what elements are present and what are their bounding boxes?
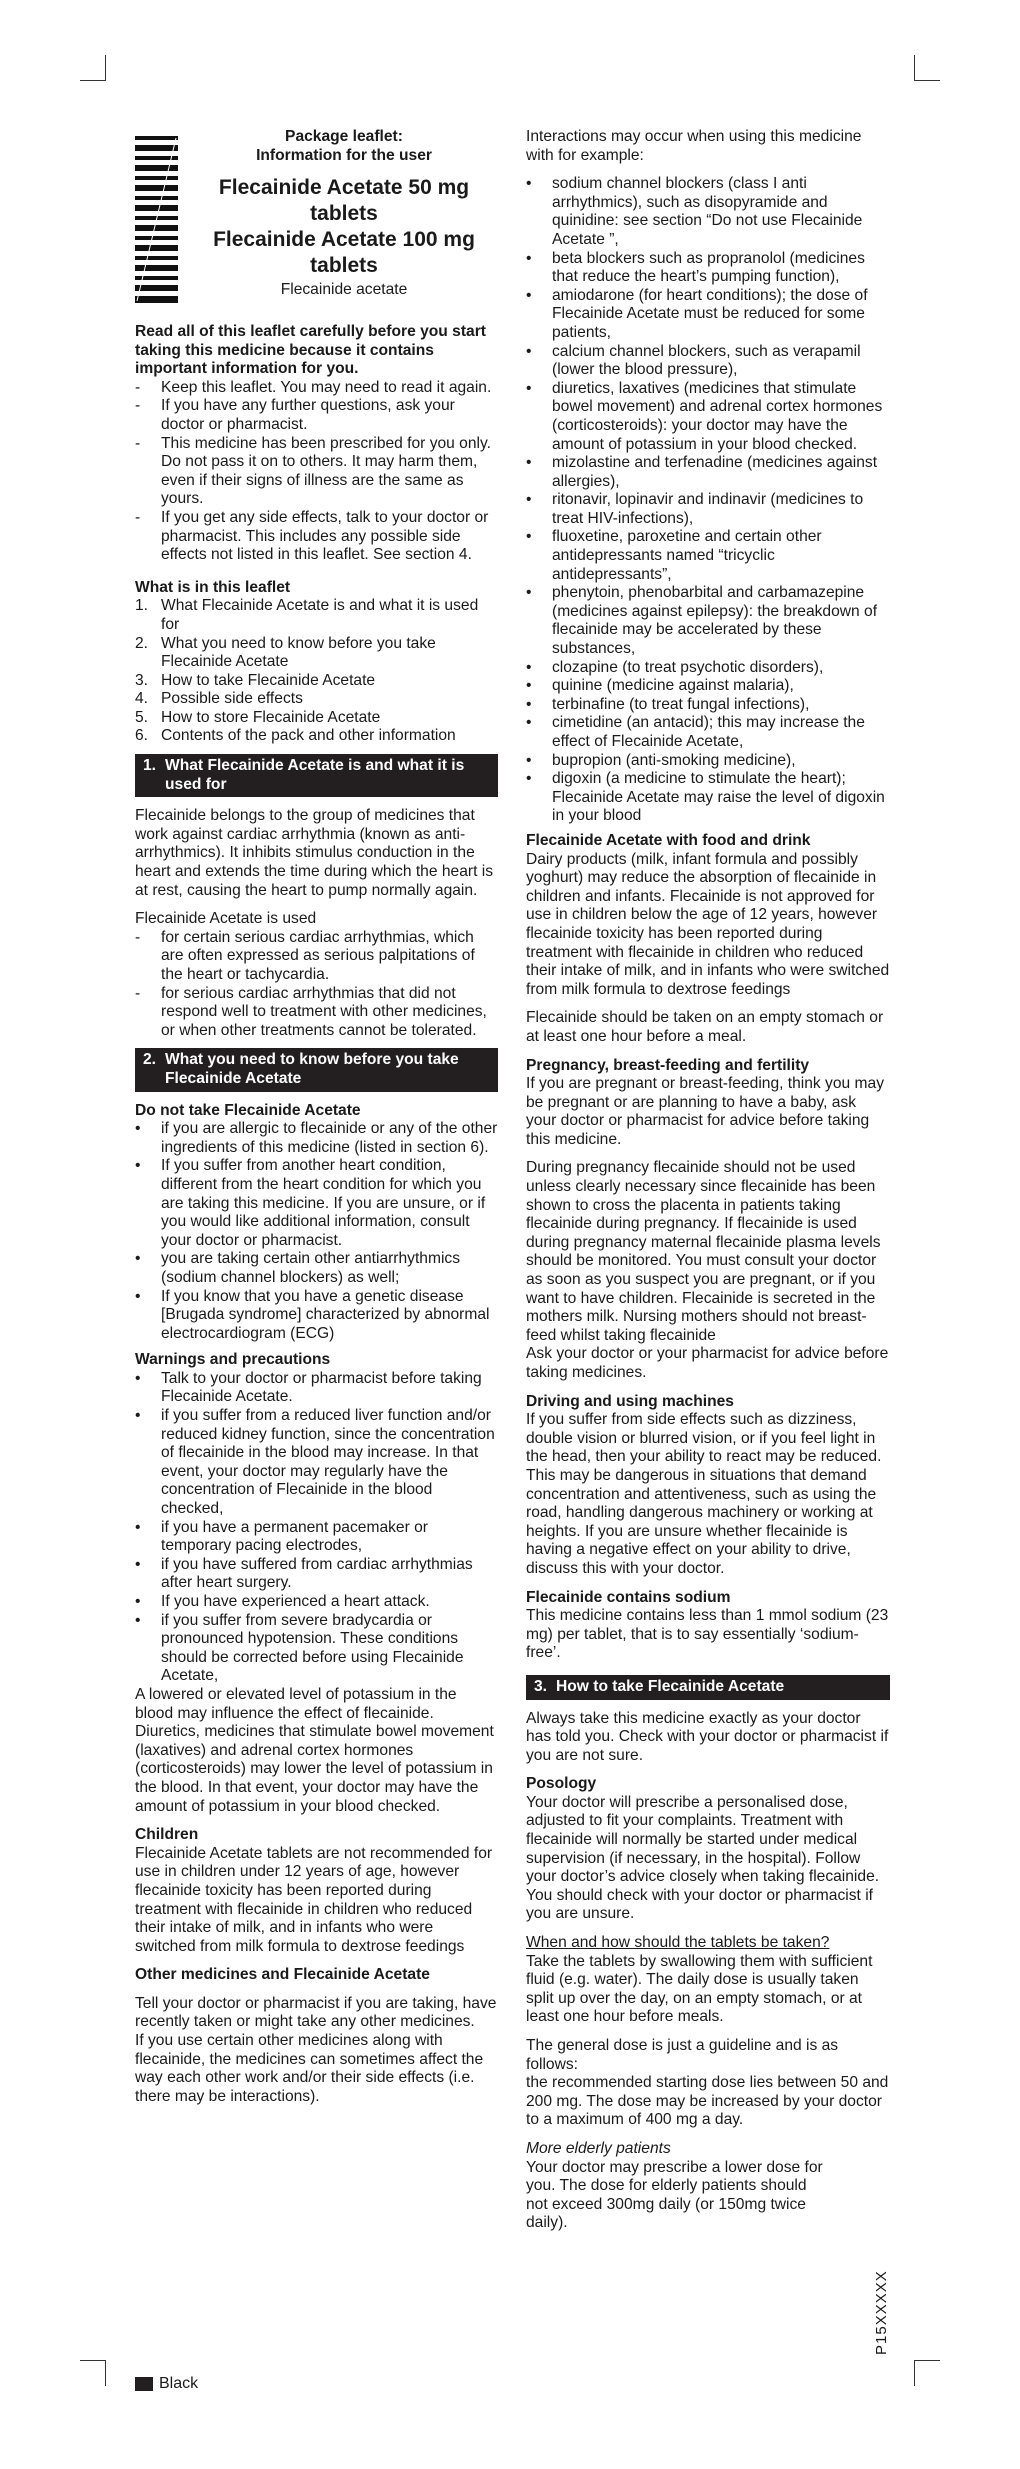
children-heading: Children [135, 1826, 199, 1844]
other-medicines-p2: If you use certain other medicines along with flecainide, the medicines can sometimes affect the way each other work and/or their side effects (i.e. there may be interactions). [135, 2032, 484, 2105]
list-item: • beta blockers such as propranolol (medicines that reduce the heart’s pumping function), [526, 249, 865, 286]
pregnancy-paragraph-2: During pregnancy flecainide should not be used unless clearly necessary since flecainide has been shown to cross the placenta in patients taking flecainide during pregnancy. If flecainide is used during pregnancy maternal flecainide plasma levels should be monitored. You must consult your doctor as soon as you suspect you are pregnant, or if you want to have children. Flecainide is secreted in the mothers milk. Nursing mothers should not breast-feed whilst taking flecainide [526, 1159, 881, 1344]
list-item: • clozapine (to treat psychotic disorders), [526, 658, 824, 676]
children-paragraph: Flecainide Acetate tablets are not recommended for use in children under 12 years of age, however flecainide toxicity has been reported during treatment with flecainide in children who reduced their intake of milk, and in infants who were switched from milk formula to dextrose feedings [135, 1844, 493, 1955]
leaflet-label: Package leaflet: [285, 128, 403, 145]
list-item: • If you suffer from another heart condition, different from the heart condition for which you are taking this medicine. If you are unsure, or if you would like additional information, consult your doctor or pharmacist. [135, 1157, 486, 1249]
driving-paragraph: If you suffer from side effects such as dizziness, double vision or blurred vision, or if you feel light in the head, then your ability to react may be reduced. This may be dangerous in situations that demand concentration and attentiveness, such as using the road, handling dangerous machinery or working at heights. If you are unsure whether flecainide is having a negative effect on your ability to drive, discuss this with your doctor. [526, 1411, 882, 1577]
food-paragraph: Dairy products (milk, infant formula and possibly yoghurt) may reduce the absorption of flecainide in children and infants. Flecainide is not approved for use in children below the age of 12 years, however flecainide toxicity has been reported during treatment with flecainide in children who reduced their intake of milk, and in infants who were switched from milk formula to dextrose feedings [526, 850, 890, 998]
section-3-paragraph: Always take this medicine exactly as your doctor has told you. Check with your doctor or pharmacist if you are not sure. [526, 1709, 889, 1764]
list-item: • If you know that you have a genetic disease [Brugada syndrome] characterized by abnormal electrocardiogram (ECG) [135, 1287, 490, 1342]
product-title-100: Flecainide Acetate 100 mg tablets [213, 228, 475, 278]
contents-heading: What is in this leaflet [135, 578, 291, 596]
elderly-paragraph: Your doctor may prescribe a lower dose for you. The dose for elderly patients should not exceed 300mg daily (or 150mg twice daily). [526, 2158, 823, 2232]
pharmacode-barcode [135, 136, 178, 303]
list-item: - This medicine has been prescribed for you only. Do not pass it on to others. It may harm them, even if their signs of illness are the same as yours. [135, 434, 491, 508]
list-item: • if you have suffered from cardiac arrhythmias after heart surgery. [135, 1555, 473, 1592]
posology-paragraph: Your doctor will prescribe a personalised dose, adjusted to fit your complaints. Treatment with flecainide will normally be started under medical supervision (if necessary, in the hospital). Follow your doctor’s advice closely when taking flecainide. You should check with your doctor or pharmacist if you are unsure. [526, 1793, 880, 1923]
food-paragraph-2: Flecainide should be taken on an empty stomach or at least one hour before a meal. [526, 1009, 884, 1045]
leaflet-sub: Information for the user [256, 146, 432, 164]
list-item: 6. Contents of the pack and other information [135, 727, 456, 745]
crop-mark [80, 2360, 106, 2361]
title-block [135, 128, 498, 303]
general-dose-p2: the recommended starting dose lies between 50 and 200 mg. The dose may be increased by your doctor to a maximum of 400 mg a day. [526, 2074, 889, 2129]
intro-warning: Read all of this leaflet carefully before you start taking this medicine because it contains important information for you. [135, 323, 486, 378]
list-item: • ritonavir, lopinavir and indinavir (medicines to treat HIV-infections), [526, 491, 864, 527]
list-item: 4. Possible side effects [135, 690, 303, 708]
food-heading: Flecainide Acetate with food and drink [526, 831, 811, 849]
list-item: • If you have experienced a heart attack. [135, 1593, 430, 1610]
section-2-heading: 2. What you need to know before you take Flecainide Acetate [135, 1048, 498, 1091]
list-item: 2. What you need to know before you take Flecainide Acetate [135, 634, 436, 671]
section-1-used: Flecainide Acetate is used [135, 910, 317, 928]
pregnancy-paragraph-1: If you are pregnant or breast-feeding, think you may be pregnant or are planning to have a baby, ask your doctor or pharmacist for advice before taking this medicine. [526, 1075, 884, 1148]
list-item: • quinine (medicine against malaria), [526, 677, 794, 695]
crop-mark [105, 2360, 106, 2386]
list-item: • sodium channel blockers (class I anti arrhythmics), such as disopyramide and quinidine: see section “Do not use Flecainide Acetate ”, [526, 175, 863, 248]
driving-heading: Driving and using machines [526, 1392, 734, 1410]
list-item: • mizolastine and terfenadine (medicines against allergies), [526, 454, 878, 490]
when-paragraph: Take the tablets by swallowing them with sufficient fluid (e.g. water). The daily dose is usually taken split up over the day, on an empty stomach, or at least one hour before meals. [526, 1952, 873, 2026]
list-item: - for serious cardiac arrhythmias that did not respond well to treatment with other medicines, or when other treatments cannot be tolerated. [135, 984, 487, 1039]
crop-mark [914, 80, 940, 81]
section-3-heading: 3. How to take Flecainide Acetate [526, 1675, 890, 1700]
crop-mark [105, 55, 106, 81]
left-column [135, 128, 498, 2116]
list-item: • phenytoin, phenobarbital and carbamazepine (medicines against epilepsy): the breakdown of flecainide may be accelerated by these substances, [526, 584, 878, 658]
color-label: Black [135, 2375, 198, 2393]
product-code: P15XXXXX [873, 2270, 890, 2355]
list-item: • if you suffer from a reduced liver function and/or reduced kidney function, since the concentration of flecainide in the blood may increase. In that event, your doctor may regularly have the concentration of Flecainide in the blood checked, [135, 1407, 495, 1518]
contents-list [135, 597, 498, 746]
sodium-paragraph: This medicine contains less than 1 mmol sodium (23 mg) per tablet, that is to say essentially ‘sodium-free’. [526, 1607, 889, 1662]
posology-heading: Posology [526, 1775, 597, 1793]
section-1-paragraph: Flecainide belongs to the group of medicines that work against cardiac arrhythmia (known as anti-arrhythmics). It inhibits stimulus conduction in the heart and extends the time during which the heart is at rest, causing the heart to pump normally again. [135, 807, 494, 899]
elderly-heading: More elderly patients [526, 2139, 671, 2157]
list-item: - If you have any further questions, ask your doctor or pharmacist. [135, 397, 455, 433]
pregnancy-paragraph-3: Ask your doctor or your pharmacist for advice before taking medicines. [526, 1345, 889, 1381]
uses-list [135, 929, 498, 1041]
right-column [526, 128, 890, 2243]
color-swatch [135, 2377, 153, 2391]
list-item: - for certain serious cardiac arrhythmias, which are often expressed as serious palpitations of the heart or tachycardia. [135, 928, 475, 983]
list-item: 1. What Flecainide Acetate is and what it is used for [135, 597, 479, 633]
list-item: 3. How to take Flecainide Acetate [135, 671, 376, 689]
list-item: • cimetidine (an antacid); this may increase the effect of Flecainide Acetate, [526, 714, 865, 750]
potassium-paragraph: A lowered or elevated level of potassium in the blood may influence the effect of flecainide. Diuretics, medicines that stimulate bowel movement (laxatives) and adrenal cortex hormones (corticosteroids) may lower the level of potassium in the blood. In that event, your doctor may have the amount of potassium in your blood checked. [135, 1685, 494, 1815]
interactions-list [526, 175, 890, 826]
pregnancy-heading: Pregnancy, breast-feeding and fertility [526, 1056, 810, 1074]
crop-mark [914, 2360, 940, 2361]
sodium-heading: Flecainide contains sodium [526, 1588, 731, 1606]
list-item: • calcium channel blockers, such as verapamil (lower the blood pressure), [526, 342, 861, 379]
list-item: • digoxin (a medicine to stimulate the heart); Flecainide Acetate may raise the level of digoxin in your blood [526, 770, 885, 825]
when-heading: When and how should the tablets be taken? [526, 1934, 830, 1952]
general-dose-p1: The general dose is just a guideline and is as follows: [526, 2037, 839, 2073]
other-medicines-heading: Other medicines and Flecainide Acetate [135, 1966, 430, 1984]
list-item: • amiodarone (for heart conditions); the dose of Flecainide Acetate must be reduced for some patients, [526, 286, 868, 341]
crop-mark [914, 55, 915, 81]
generic-name: Flecainide acetate [280, 281, 408, 299]
list-item: • terbinafine (to treat fungal infections), [526, 695, 810, 713]
list-item: - If you get any side effects, talk to your doctor or pharmacist. This includes any possible side effects not listed in this leaflet. See section 4. [135, 508, 489, 564]
not-take-list [135, 1120, 498, 1343]
crop-mark [914, 2360, 915, 2386]
list-item: • fluoxetine, paroxetine and certain other antidepressants named “tricyclic antidepressants”, [526, 528, 822, 583]
list-item: • if you suffer from severe bradycardia or pronounced hypotension. These conditions should be corrected before using Flecainide Acetate, [135, 1611, 464, 1685]
not-take-heading: Do not take Flecainide Acetate [135, 1101, 361, 1119]
list-item: • diuretics, laxatives (medicines that stimulate bowel movement) and adrenal cortex hormones (corticosteroids): your doctor may have the amount of potassium in your blood checked. [526, 379, 883, 453]
warnings-heading: Warnings and precautions [135, 1351, 331, 1369]
list-item: • you are taking certain other antiarrhythmics (sodium channel blockers) as well; [135, 1250, 461, 1286]
product-title-50: Flecainide Acetate 50 mg tablets [218, 176, 470, 226]
other-medicines-p1: Tell your doctor or pharmacist if you are taking, have recently taken or might take any other medicines. [135, 1994, 497, 2031]
warnings-list [135, 1370, 498, 1686]
list-item: - Keep this leaflet. You may need to read it again. [135, 378, 492, 396]
intro-list [135, 379, 498, 565]
list-item: • if you have a permanent pacemaker or temporary pacing electrodes, [135, 1518, 428, 1555]
list-item: 5. How to store Flecainide Acetate [135, 708, 381, 726]
section-1-heading: 1. What Flecainide Acetate is and what it is used for [135, 754, 498, 797]
list-item: • bupropion (anti-smoking medicine), [526, 751, 796, 769]
list-item: • if you are allergic to flecainide or any of the other ingredients of this medicine (listed in section 6). [135, 1120, 498, 1156]
list-item: • Talk to your doctor or pharmacist before taking Flecainide Acetate. [135, 1369, 482, 1406]
crop-mark [80, 80, 106, 81]
interactions-intro: Interactions may occur when using this medicine with for example: [526, 128, 862, 164]
